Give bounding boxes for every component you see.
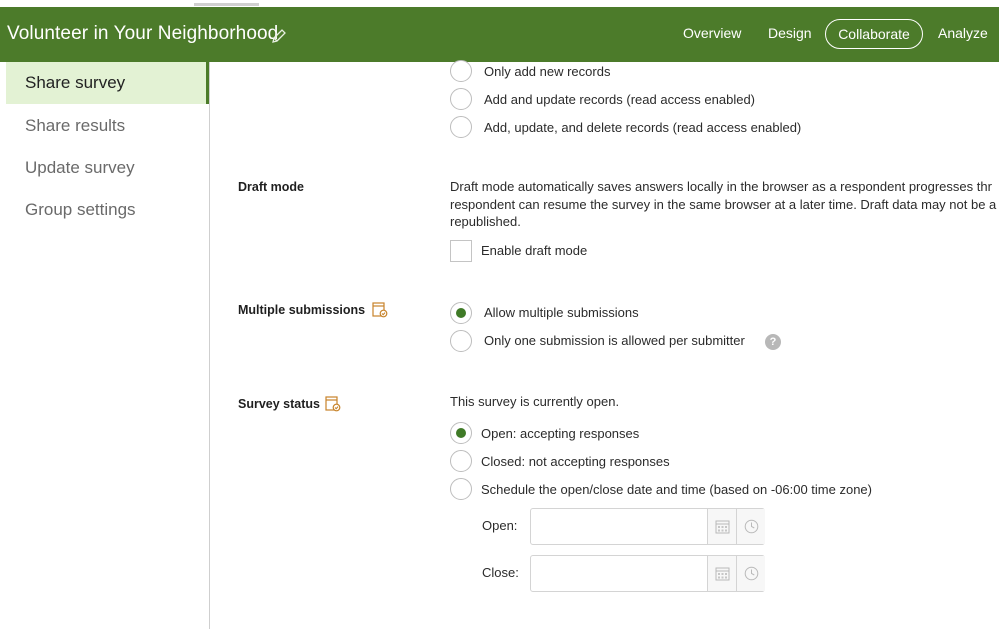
nav-analyze[interactable]: Analyze: [938, 25, 988, 41]
radio-add-only[interactable]: [450, 60, 472, 82]
sidebar: [0, 62, 210, 629]
open-label: Open:: [482, 518, 518, 533]
calendar-icon[interactable]: [707, 509, 736, 544]
radio-open[interactable]: [450, 422, 472, 444]
option-label: Schedule the open/close date and time (based on -06:00 time zone): [481, 482, 872, 497]
radio-add-update[interactable]: [450, 88, 472, 110]
close-datetime-field[interactable]: [530, 555, 765, 592]
form-lock-icon: [372, 302, 388, 318]
radio-allow-multiple[interactable]: [450, 302, 472, 324]
nav-design[interactable]: Design: [768, 25, 812, 41]
sidebar-item-share-results[interactable]: Share results: [25, 116, 126, 135]
survey-status-label: Survey status: [238, 397, 320, 411]
option-label: Closed: not accepting responses: [481, 454, 670, 469]
sidebar-item-share-survey[interactable]: Share survey: [6, 62, 209, 104]
radio-closed[interactable]: [450, 450, 472, 472]
radio-schedule[interactable]: [450, 478, 472, 500]
nav-collaborate[interactable]: Collaborate: [825, 19, 923, 49]
option-label: Add, update, and delete records (read access enabled): [484, 120, 802, 135]
calendar-icon[interactable]: [707, 556, 736, 591]
top-strip: [0, 0, 999, 7]
draft-mode-label: Draft mode: [238, 180, 304, 194]
option-label: Add and update records (read access enabled): [484, 92, 756, 107]
option-label: Allow multiple submissions: [484, 305, 639, 320]
sidebar-item-group-settings[interactable]: Group settings: [25, 200, 136, 219]
radio-one-submission[interactable]: [450, 330, 472, 352]
draft-mode-description-line-2: respondent can resume the survey in the same browser at a later time. Draft data may not be a: [450, 197, 997, 212]
tab-indicator: [194, 3, 259, 6]
clock-icon[interactable]: [736, 556, 765, 591]
form-lock-icon: [325, 396, 341, 412]
option-label: Only add new records: [484, 64, 611, 79]
close-label: Close:: [482, 565, 519, 580]
option-label: Open: accepting responses: [481, 426, 640, 441]
option-label: Only one submission is allowed per submitter: [484, 333, 745, 348]
open-datetime-field[interactable]: [530, 508, 765, 545]
nav-overview[interactable]: Overview: [683, 25, 742, 41]
survey-status-text: This survey is currently open.: [450, 394, 620, 409]
multiple-submissions-label: Multiple submissions: [238, 303, 366, 317]
app-header: [0, 7, 999, 62]
draft-mode-description-line-1: Draft mode automatically saves answers locally in the browser as a respondent progresses thr: [450, 179, 992, 194]
survey-title: Volunteer in Your Neighborhood: [7, 23, 279, 44]
clock-icon[interactable]: [736, 509, 765, 544]
help-icon[interactable]: ?: [765, 334, 781, 350]
sidebar-item-update-survey[interactable]: Update survey: [25, 158, 135, 177]
pencil-icon[interactable]: [270, 27, 288, 45]
radio-add-update-delete[interactable]: [450, 116, 472, 138]
draft-mode-description-line-3: republished.: [450, 214, 521, 229]
draft-mode-checkbox[interactable]: [450, 240, 472, 262]
draft-mode-checkbox-label: Enable draft mode: [481, 243, 588, 258]
